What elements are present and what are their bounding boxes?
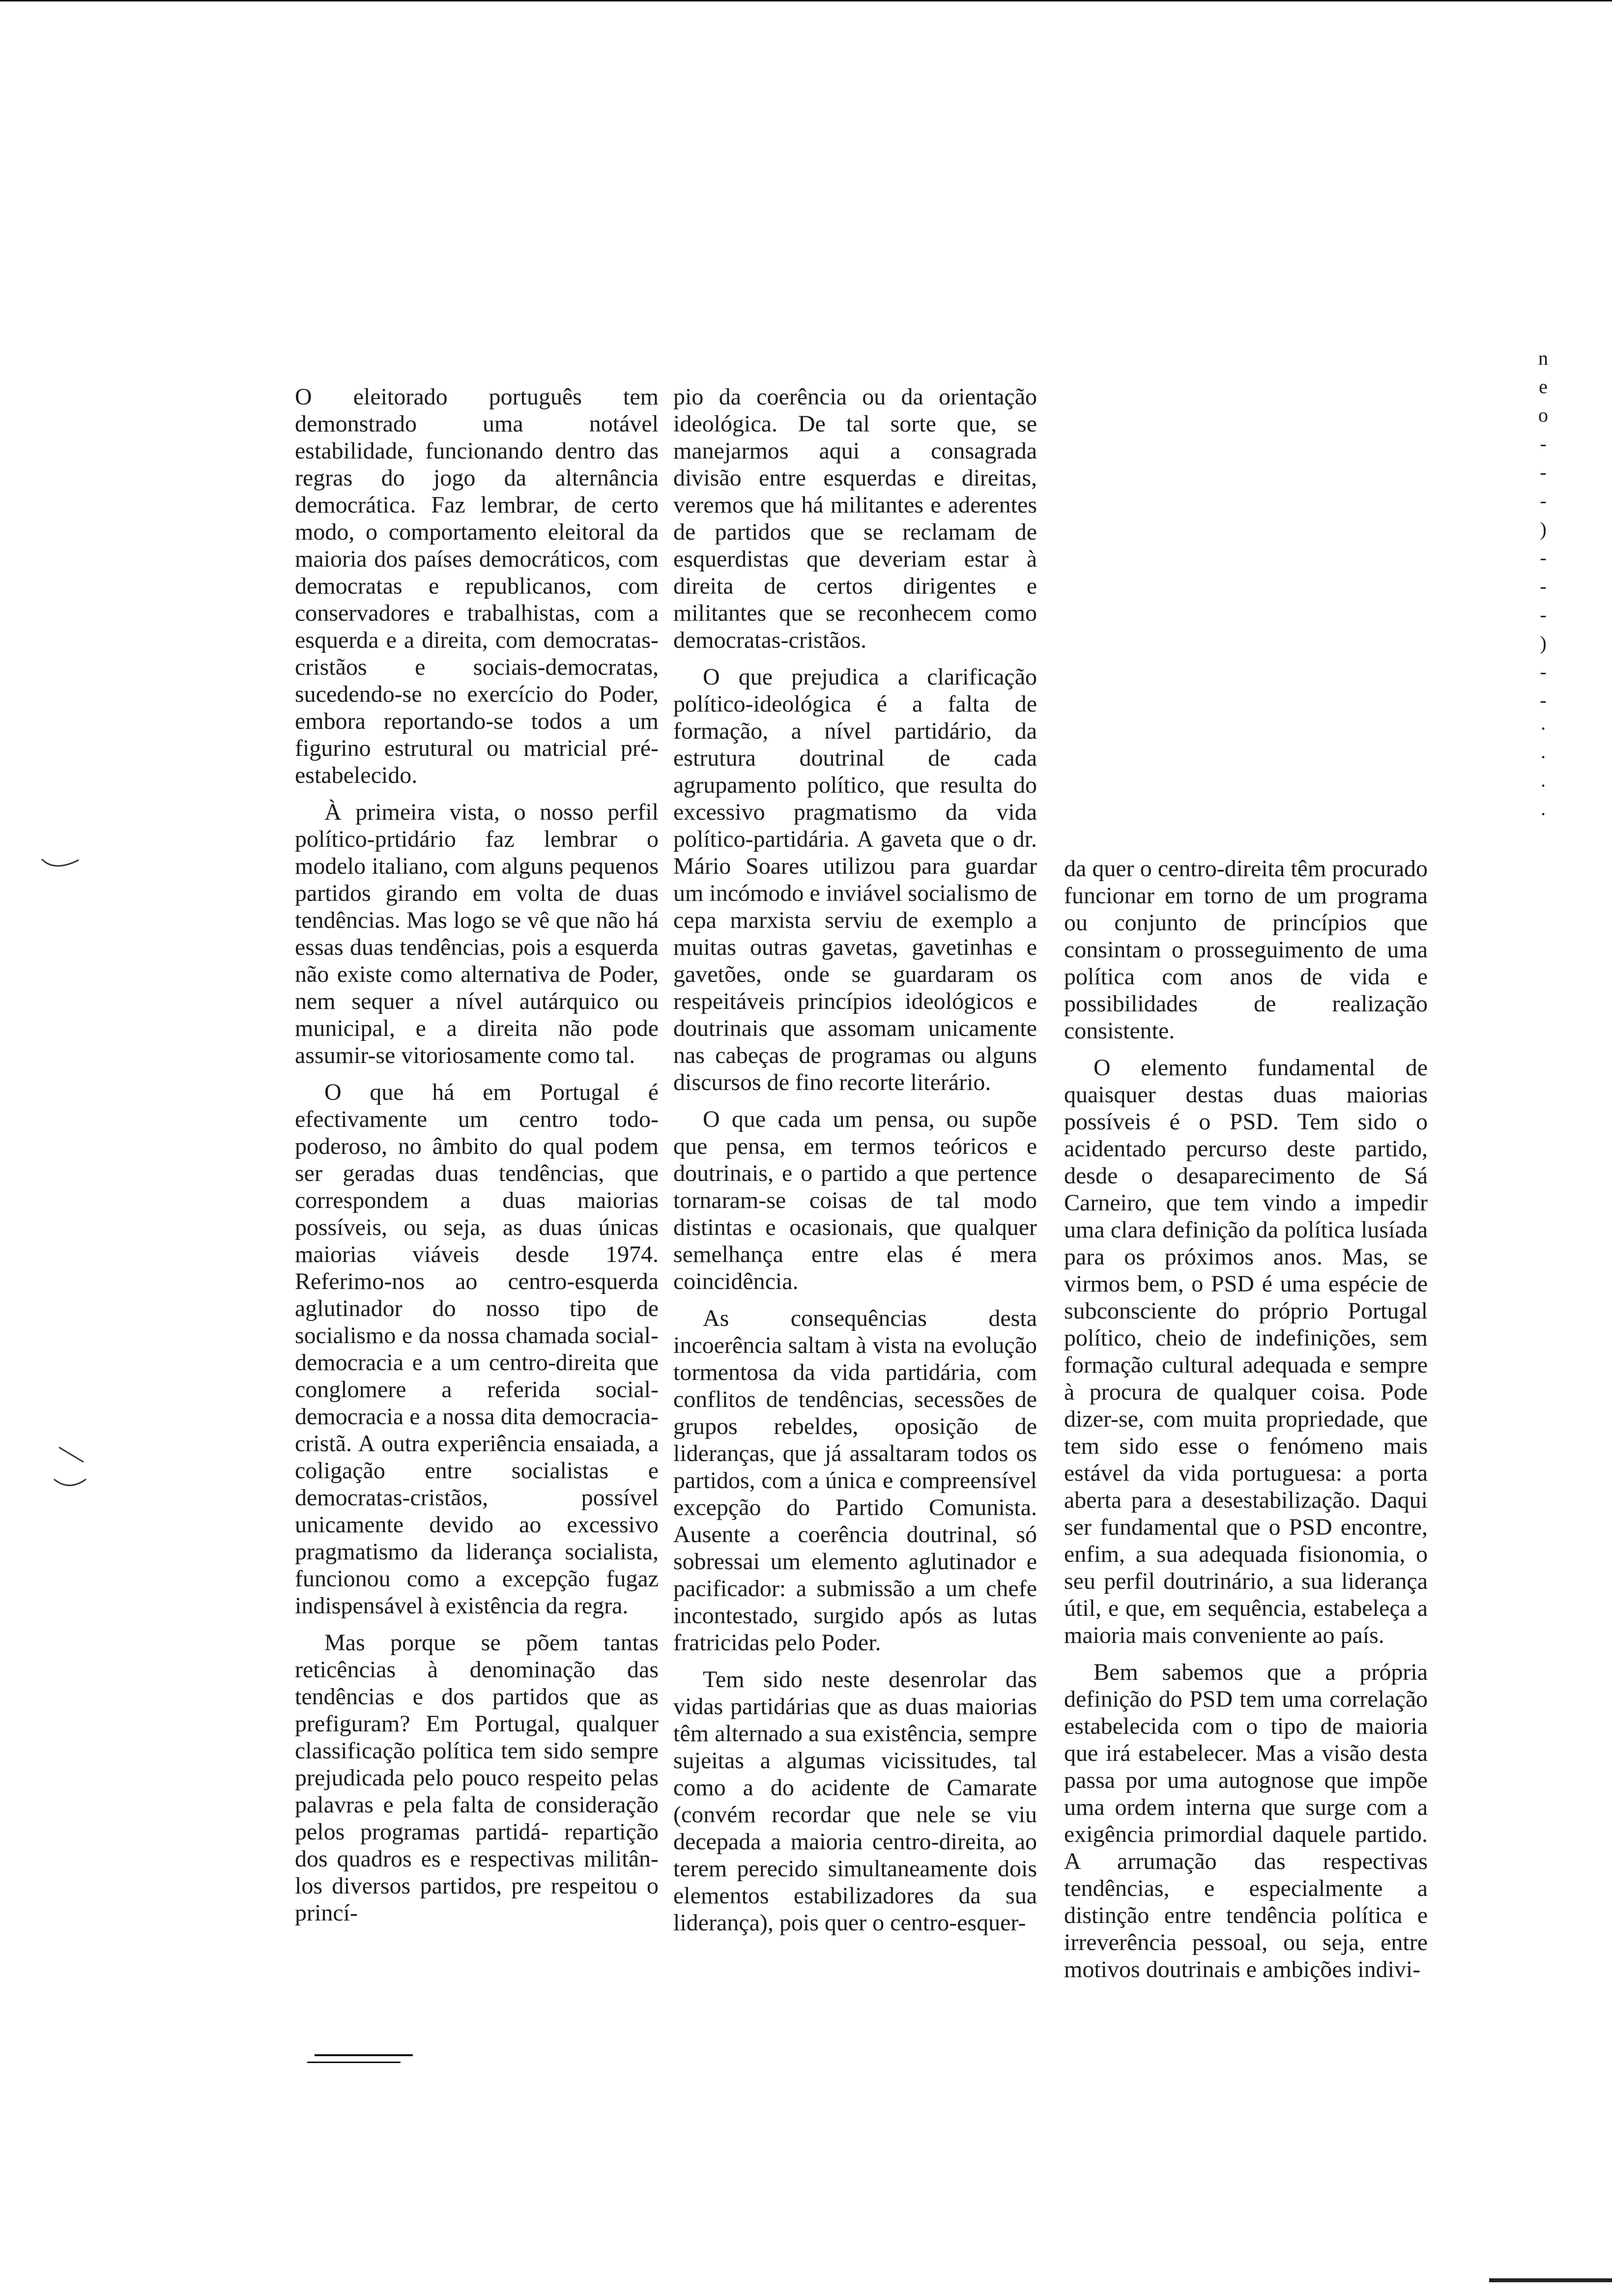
bottom-edge-mark bbox=[1489, 2278, 1612, 2282]
handwritten-underline bbox=[307, 2062, 401, 2063]
paragraph: O elemento fundamental de quaisquer destas duas maiorias possíveis é o PSD. Tem sido o acidentado percurso deste partido, desde o desaparecimento de Sá Carneiro, que tem vindo a impedir uma clara definição da política lusíada para os próximos anos. Mas, se virmos bem, o PSD é uma espécie de subconsciente do próprio Portugal político, cheio de indefinições, sem formação cultural adequada e sempre à procura de qualquer coisa. Pode dizer-se, com muita propriedade, que tem sido esse o fenómeno mais estável da vida portuguesa: a porta aberta para a desestabilização. Daqui ser fundamental que o PSD encontre, enfim, a sua adequada fisionomia, o seu perfil doutrinário, a sua liderança útil, e que, em sequência, estabeleça a maioria mais conveniente ao país. bbox=[1064, 1055, 1428, 1648]
paragraph: O que há em Portugal é efectivamente um centro todo-poderoso, no âmbito do qual podem ser geradas duas tendências, que correspondem a duas maiorias possíveis, ou seja, as duas únicas maiorias viáveis desde 1974. Referimo-nos ao centro-esquerda aglutinador do nosso tipo de socialismo e da nossa chamada social-democracia e a um centro-direita que conglomere a referida social-democracia e a nossa dita democracia-cristã. A outra experiência ensaiada, a coligação entre socialistas e democratas-cristãos, possível unicamente devido ao excessivo pragmatismo da liderança socialista, funcionou como a excepção fugaz indispensável à existência da regra. bbox=[295, 1079, 659, 1619]
paragraph: Mas porque se põem tantas reticências à denominação das tendências e dos partidos que as prefiguram? Em Portugal, qualquer classificação política tem sido sempre prejudicada pelo pouco respeito pelas palavras e pela falta de consideração pelos programas partidá- repartição dos quadros es e respectivas militân- los diversos partidos, pre respeitou o princí- bbox=[295, 1630, 659, 1926]
handwritten-underline bbox=[315, 2054, 413, 2056]
text-column-3 bbox=[1064, 855, 1428, 1983]
paragraph: O que prejudica a clarificação político-ideológica é a falta de formação, a nível partidário, da estrutura doutrinal de cada agrupamento político, que resulta do excessivo pragmatismo da vida político-partidária. A gaveta que o dr. Mário Soares utilizou para guardar um incómodo e inviável socialismo de cepa marxista serviu de exemplo a muitas outras gavetas, gavetinhas e gavetões, onde se guardaram os respeitáveis princípios ideológicos e doutrinais que assomam unicamente nas cabeças de programas ou alguns discursos de fino recorte literário. bbox=[673, 664, 1037, 1095]
paragraph: pio da coerência ou da orientação ideológica. De tal sorte que, se manejarmos aqui a consagrada divisão entre esquerdas e direitas, veremos que há militantes e aderentes de partidos que se reclamam de esquerdistas que deveriam estar à direita de certos dirigentes e militantes que se reconhecem como democratas-cristãos. bbox=[673, 384, 1037, 653]
paragraph: da quer o centro-direita têm procurado funcionar em torno de um programa ou conjunto de princípios que consintam o prosseguimento de uma política com anos de vida e possibilidades de realização consistente. bbox=[1064, 856, 1428, 1044]
cropped-edge-glyphs: n e o - - - ) - - - ) - - · · · · bbox=[1538, 347, 1548, 825]
paragraph: As consequências desta incoerência saltam à vista na evolução tormentosa da vida partidária, com conflitos de tendências, secessões de grupos rebeldes, oposição de lideranças, que já assaltaram todos os partidos, com a única e compreensível excepção do Partido Comunista. Ausente a coerência doutrinal, só sobressai um elemento aglutinador e pacificador: a submissão a um chefe incontestado, surgido após as lutas fratricidas pelo Poder. bbox=[673, 1305, 1037, 1656]
paragraph: Tem sido neste desenrolar das vidas partidárias que as duas maiorias têm alternado a sua existência, sempre sujeitas a algumas vicissitudes, tal como a do acidente de Camarate (convém recordar que nele se viu decepada a maioria centro-direita, ao terem perecido simultaneamente dois elementos estabilizadores da sua liderança), pois quer o centro-esquer- bbox=[673, 1666, 1037, 1936]
text-column-1 bbox=[295, 383, 659, 1926]
margin-hook-mark bbox=[39, 855, 84, 875]
top-rule bbox=[0, 0, 1612, 1]
margin-bracket-mark bbox=[49, 1445, 88, 1494]
paragraph: O que cada um pensa, ou supõe que pensa, em termos teóricos e doutrinais, e o partido a que pertence tornaram-se coisas de tal modo distintas e ocasionais, que qualquer semelhança entre elas é mera coincidência. bbox=[673, 1106, 1037, 1294]
paragraph: O eleitorado português tem demonstrado uma notável estabilidade, funcionando dentro das regras do jogo da alternância democrática. Faz lembrar, de certo modo, o comportamento eleitoral da maioria dos países democráticos, com democratas e republicanos, com conservadores e trabalhistas, com a esquerda e a direita, com democratas-cristãos e sociais-democratas, sucedendo-se no exercício do Poder, embora reportando-se todos a um figurino estrutural ou matricial pré-estabelecido. bbox=[295, 384, 659, 788]
paragraph: À primeira vista, o nosso perfil político-prtidário faz lembrar o modelo italiano, com alguns pequenos partidos girando em volta de duas tendências. Mas logo se vê que não há essas duas tendências, pois a esquerda não existe como alternativa de Poder, nem sequer a nível autárquico ou municipal, e a direita não pode assumir-se vitoriosamente como tal. bbox=[295, 799, 659, 1068]
text-column-2 bbox=[673, 383, 1037, 1936]
paragraph: Bem sabemos que a própria definição do PSD tem uma correlação estabelecida com o tipo de maioria que irá estabelecer. Mas a visão desta passa por uma autognose que impõe uma ordem interna que surge com a exigência primordial daquele partido. A arrumação das respectivas tendências, e especialmente a distinção entre tendência política e irreverência pessoal, ou seja, entre motivos doutrinais e ambições indivi- bbox=[1064, 1659, 1428, 1982]
